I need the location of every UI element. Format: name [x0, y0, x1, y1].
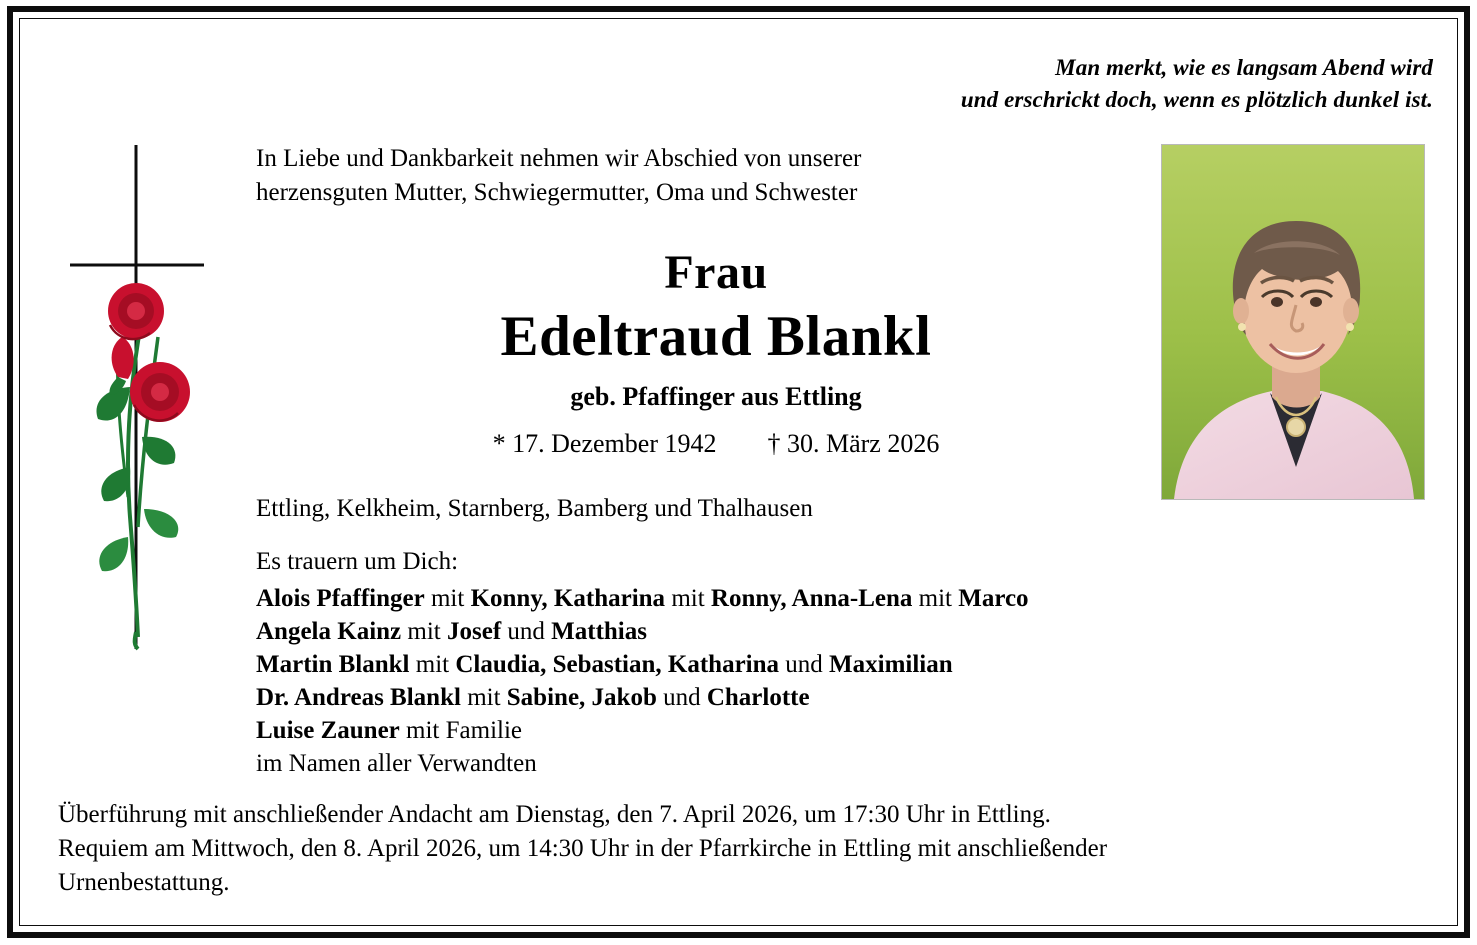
obituary-content: [13, 12, 1476, 944]
motto-text: [713, 52, 1433, 116]
mourner-row: [256, 681, 1276, 714]
mourner-name: Maximilian: [829, 651, 953, 678]
mourner-connector: mit: [665, 585, 711, 612]
mourner-name: Ronny, Anna-Lena: [710, 585, 913, 612]
cross-with-roses-icon: [58, 137, 248, 657]
salutation: Frau: [664, 246, 768, 299]
mourner-name: Josef: [447, 618, 502, 645]
mourner-name: Matthias: [551, 618, 647, 645]
mourner-name: Sabine, Jakob: [506, 684, 657, 711]
mourner-name: Martin Blankl: [256, 651, 410, 678]
intro-line-2: herzensguten Mutter, Schwiegermutter, Oma und Schwester: [256, 179, 858, 206]
places-text: Ettling, Kelkheim, Starnberg, Bamberg und Thalhausen: [256, 495, 813, 522]
mourner-connector: mit Familie: [399, 717, 522, 744]
mourner-row: [256, 615, 1276, 648]
mourner-connector: und: [779, 651, 830, 678]
mourners-list: [256, 582, 1276, 780]
service-line-2: Requiem am Mittwoch, den 8. April 2026, um 14:30 Uhr in der Pfarrkirche in Ettling mit anschließender: [58, 835, 1108, 862]
mourner-row: [256, 582, 1276, 615]
mourner-name: Claudia, Sebastian, Katharina: [455, 651, 780, 678]
motto-line-1: Man merkt, wie es langsam Abend wird: [1055, 55, 1433, 80]
mourner-name: Alois Pfaffinger: [256, 585, 425, 612]
portrait-photo: [1161, 144, 1425, 500]
mourner-connector: mit: [912, 585, 959, 612]
mourner-name: Angela Kainz: [256, 618, 402, 645]
intro-text: [256, 142, 1156, 210]
mourner-row: [256, 648, 1276, 681]
mourner-row: [256, 714, 1276, 747]
mourner-name: Konny, Katharina: [470, 585, 666, 612]
maiden-name: geb. Pfaffinger aus Ettling: [570, 382, 862, 411]
service-details: [58, 798, 1443, 900]
mourner-connector: und: [501, 618, 552, 645]
mourners-lead: Es trauern um Dich:: [256, 548, 459, 575]
mourner-name: Marco: [958, 585, 1029, 612]
mourner-connector: mit: [460, 684, 507, 711]
intro-line-1: In Liebe und Dankbarkeit nehmen wir Abschied von unserer: [256, 145, 862, 172]
mourner-connector: und: [656, 684, 707, 711]
service-line-3: Urnenbestattung.: [58, 869, 230, 896]
mourner-connector: mit: [401, 618, 447, 645]
mourner-row: [256, 747, 1276, 780]
mourner-name: Charlotte: [706, 684, 810, 711]
motto-line-2: und erschrickt doch, wenn es plötzlich dunkel ist.: [960, 87, 1433, 112]
obituary-outer-border: [7, 6, 1470, 938]
mourner-connector: mit: [409, 651, 456, 678]
mourner-connector: mit: [424, 585, 471, 612]
birth-date: * 17. Dezember 1942: [492, 429, 717, 458]
mourner-name: Luise Zauner: [256, 717, 400, 744]
mourner-name: Dr. Andreas Blankl: [256, 684, 461, 711]
name-block: [256, 244, 1176, 462]
mourners-block: [256, 545, 1276, 780]
mourner-connector: im Namen aller Verwandten: [256, 750, 537, 777]
life-dates: [256, 426, 1176, 462]
death-date: † 30. März 2026: [767, 429, 940, 458]
deceased-name: Edeltraud Blankl: [500, 305, 932, 368]
service-line-1: Überführung mit anschließender Andacht am Dienstag, den 7. April 2026, um 17:30 Uhr in Ettling.: [58, 801, 1051, 828]
